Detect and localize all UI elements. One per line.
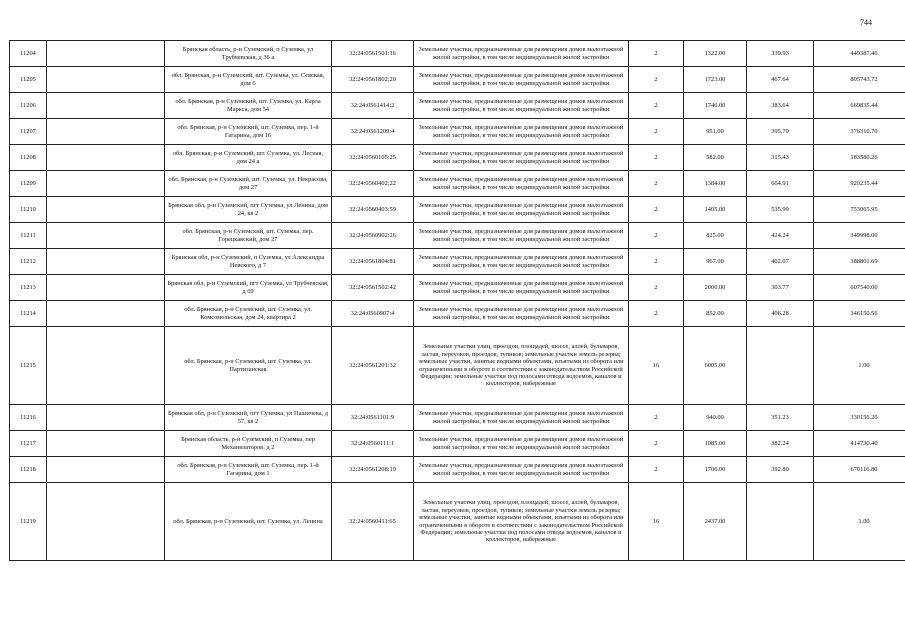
group-code-cell: 2 [629, 301, 684, 327]
group-code-cell: 16 [629, 327, 684, 405]
group-code-cell: 2 [629, 405, 684, 431]
address-cell: обл. Брянская, р-н Суземский, шт. Суземка, ул. Некрасова, дом 27 [165, 171, 332, 197]
land-use-cell: Земельные участки, предназначенные для размещения домов малоэтажной жилой застройки, в том числе индивидуальной жилой застройки [414, 93, 629, 119]
cadastral-value-cell: 805743.72 [814, 67, 905, 93]
cadastral-value-cell: 1.00 [814, 327, 905, 405]
table-row [10, 483, 905, 561]
row-number: 11214 [10, 301, 47, 327]
specific-value-cell: 406.28 [747, 301, 814, 327]
row-number: 11210 [10, 197, 47, 223]
group-code-cell: 2 [629, 275, 684, 301]
empty-cell [47, 41, 165, 67]
table-row [10, 457, 905, 483]
area-cell: 825.00 [684, 223, 747, 249]
empty-cell [47, 197, 165, 223]
land-use-cell: Земельные участки, предназначенные для размещения домов малоэтажной жилой застройки, в том числе индивидуальной жилой застройки [414, 145, 629, 171]
land-use-cell: Земельные участки, предназначенные для размещения домов малоэтажной жилой застройки, в том числе индивидуальной жилой застройки [414, 197, 629, 223]
cadastral-number-cell: 32:24:0561209:4 [332, 119, 414, 145]
address-cell: обл. Брянская, р-н Суземский, шт. Суземка, пер. Горецкавский, дом 27 [165, 223, 332, 249]
cadastral-number-cell: 32:24:0560105:25 [332, 145, 414, 171]
specific-value-cell: 664.91 [747, 171, 814, 197]
cadastral-number-cell: 32:24:0560411:65 [332, 483, 414, 561]
specific-value-cell: 382.24 [747, 431, 814, 457]
group-code-cell: 2 [629, 119, 684, 145]
address-cell: обл. Брянская, р-н Суземский, шт. Суземка, ул. Комсомольская, дом 24, квартира 2 [165, 301, 332, 327]
row-number: 11204 [10, 41, 47, 67]
cadastral-number-cell: 32:24:0561208:19 [332, 457, 414, 483]
cadastral-number-cell: 32:24:0560907:4 [332, 301, 414, 327]
cadastral-number-cell: 32:24:0561802:20 [332, 67, 414, 93]
row-number: 11207 [10, 119, 47, 145]
table-row [10, 431, 905, 457]
land-use-cell: Земельные участки, предназначенные для размещения домов малоэтажной жилой застройки, в том числе индивидуальной жилой застройки [414, 171, 629, 197]
land-use-cell: Земельные участки улиц, проездов, площадей, шоссе, аллей, бульваров, застав, переулков, проездов, тупиков; земельные участки земель резерва; земельные участки, занятые водными объектами, изъятыми из оборота или ограниченными в обороте в соответствии с законодательством Российской Федерации; земельные участки под полосами отвода водоемов, каналов и коллекторов, набережные [414, 327, 629, 405]
cadastral-value-cell: 183580.26 [814, 145, 905, 171]
group-code-cell: 16 [629, 483, 684, 561]
empty-cell [47, 223, 165, 249]
cadastral-number-cell: 32:24:0561201:32 [332, 327, 414, 405]
address-cell: Брянская область, р-н Суземский, п Суземка, пер Механизаторов, д 2 [165, 431, 332, 457]
row-number: 11208 [10, 145, 47, 171]
address-cell: обл. Брянская, р-н Суземский, шт. Суземка, ул. Партизанская [165, 327, 332, 405]
cadastral-number-cell: 32:24:0560902:26 [332, 223, 414, 249]
group-code-cell: 2 [629, 41, 684, 67]
table-row [10, 197, 905, 223]
address-cell: обл. Брянская, р-н Суземский, шт. Суземка, ул. Ленина [165, 483, 332, 561]
group-code-cell: 2 [629, 145, 684, 171]
area-cell: 967.00 [684, 249, 747, 275]
empty-cell [47, 145, 165, 171]
row-number: 11213 [10, 275, 47, 301]
cadastral-value-cell: 449387.46 [814, 41, 905, 67]
area-cell: 852.00 [684, 301, 747, 327]
row-number: 11218 [10, 457, 47, 483]
empty-cell [47, 327, 165, 405]
specific-value-cell: 535.99 [747, 197, 814, 223]
row-number: 11209 [10, 171, 47, 197]
area-cell: 940.00 [684, 405, 747, 431]
area-cell: 2000.00 [684, 275, 747, 301]
address-cell: обл. Брянская, р-н Суземский, шт. Суземка, ул. Севская, дом 6 [165, 67, 332, 93]
table-row [10, 249, 905, 275]
table-row [10, 119, 905, 145]
empty-cell [47, 275, 165, 301]
cadastral-number-cell: 32:24:0561502:42 [332, 275, 414, 301]
area-cell: 1322.00 [684, 41, 747, 67]
table-row [10, 275, 905, 301]
area-cell: 951.00 [684, 119, 747, 145]
cadastral-number-cell: 32:24:0561414:2 [332, 93, 414, 119]
row-number: 11206 [10, 93, 47, 119]
land-use-cell: Земельные участки, предназначенные для размещения домов малоэтажной жилой застройки, в том числе индивидуальной жилой застройки [414, 223, 629, 249]
cadastral-register-table [9, 40, 905, 561]
row-number: 11216 [10, 405, 47, 431]
table-row [10, 145, 905, 171]
empty-cell [47, 301, 165, 327]
address-cell: обл. Брянская, р-н Суземский, шт. Суземка, пер. 1-й Гагарина, дом 16 [165, 119, 332, 145]
address-cell: обл. Брянская, р-н Суземский, шт. Суземка, ул. Лесная, дом 24 а [165, 145, 332, 171]
cadastral-value-cell: 346150.56 [814, 301, 905, 327]
address-cell: Брянская обл, р-н Суземский, пгт Суземка, ул Пашичева, д 57, кв 2 [165, 405, 332, 431]
table-row [10, 327, 905, 405]
land-use-cell: Земельные участки, предназначенные для размещения домов малоэтажной жилой застройки, в том числе индивидуальной жилой застройки [414, 301, 629, 327]
area-cell: 1746.00 [684, 93, 747, 119]
specific-value-cell: 395.70 [747, 119, 814, 145]
cadastral-value-cell: 607540.00 [814, 275, 905, 301]
specific-value-cell [747, 327, 814, 405]
group-code-cell: 2 [629, 171, 684, 197]
land-use-cell: Земельные участки, предназначенные для размещения домов малоэтажной жилой застройки, в том числе индивидуальной жилой застройки [414, 431, 629, 457]
cadastral-number-cell: 32:24:0561101:9 [332, 405, 414, 431]
area-cell: 1384.00 [684, 171, 747, 197]
cadastral-value-cell: 330156.20 [814, 405, 905, 431]
empty-cell [47, 67, 165, 93]
cadastral-number-cell: 32:24:0560403:59 [332, 197, 414, 223]
group-code-cell: 2 [629, 67, 684, 93]
row-number: 11205 [10, 67, 47, 93]
specific-value-cell: 424.24 [747, 223, 814, 249]
land-use-cell: Земельные участки, предназначенные для размещения домов малоэтажной жилой застройки, в том числе индивидуальной жилой застройки [414, 119, 629, 145]
empty-cell [47, 249, 165, 275]
table-row [10, 171, 905, 197]
table-row [10, 67, 905, 93]
land-use-cell: Земельные участки, предназначенные для размещения домов малоэтажной жилой застройки, в том числе индивидуальной жилой застройки [414, 275, 629, 301]
empty-cell [47, 457, 165, 483]
empty-cell [47, 483, 165, 561]
table-row [10, 93, 905, 119]
specific-value-cell: 467.64 [747, 67, 814, 93]
land-use-cell: Земельные участки, предназначенные для размещения домов малоэтажной жилой застройки, в том числе индивидуальной жилой застройки [414, 249, 629, 275]
table-row [10, 405, 905, 431]
specific-value-cell: 339.93 [747, 41, 814, 67]
address-cell: обл. Брянская, р-н Суземский, шт. Суземка, ул. Карла Маркса, дом 54 [165, 93, 332, 119]
cadastral-value-cell: 376310.70 [814, 119, 905, 145]
land-use-cell: Земельные участки, предназначенные для размещения домов малоэтажной жилой застройки, в том числе индивидуальной жилой застройки [414, 405, 629, 431]
land-use-cell: Земельные участки, предназначенные для размещения домов малоэтажной жилой застройки, в том числе индивидуальной жилой застройки [414, 67, 629, 93]
table-row [10, 41, 905, 67]
area-cell: 1723.00 [684, 67, 747, 93]
cadastral-value-cell: 1.00 [814, 483, 905, 561]
specific-value-cell: 303.77 [747, 275, 814, 301]
cadastral-value-cell: 669835.44 [814, 93, 905, 119]
address-cell: Брянская обл, р-н Суземский, пгт Суземка, ул Ленина, дом 24, кв 2 [165, 197, 332, 223]
row-number: 11215 [10, 327, 47, 405]
empty-cell [47, 171, 165, 197]
row-number: 11219 [10, 483, 47, 561]
group-code-cell: 2 [629, 93, 684, 119]
cadastral-number-cell: 32:24:0560402:22 [332, 171, 414, 197]
empty-cell [47, 119, 165, 145]
specific-value-cell [747, 483, 814, 561]
table-row [10, 223, 905, 249]
area-cell: 2437.00 [684, 483, 747, 561]
area-cell: 6005.00 [684, 327, 747, 405]
specific-value-cell: 402.07 [747, 249, 814, 275]
cadastral-number-cell: 32:24:0561501:16 [332, 41, 414, 67]
empty-cell [47, 431, 165, 457]
address-cell: обл. Брянская, р-н Суземский, шт. Суземка, пер. 1-й Гагарина, дом 1 [165, 457, 332, 483]
land-use-cell: Земельные участки улиц, проездов, площадей, шоссе, аллей, бульваров, застав, переулков, проездов, тупиков; земельные участки земель резерва; земельные участки, занятые водными объектами, изъятыми из оборота или ограниченными в обороте в соответствии с законодательством Российской Федерации; земельные участки под полосами отвода водоемов, каналов и коллекторов, набережные [414, 483, 629, 561]
address-cell: Брянская область, р-н Суземский, п Суземка, ул Трубчевская, д 36 а [165, 41, 332, 67]
land-use-cell: Земельные участки, предназначенные для размещения домов малоэтажной жилой застройки, в том числе индивидуальной жилой застройки [414, 41, 629, 67]
cadastral-value-cell: 414730.40 [814, 431, 905, 457]
area-cell: 582.00 [684, 145, 747, 171]
row-number: 11211 [10, 223, 47, 249]
cadastral-value-cell: 920235.44 [814, 171, 905, 197]
cadastral-value-cell: 388801.69 [814, 249, 905, 275]
group-code-cell: 2 [629, 249, 684, 275]
table-row [10, 301, 905, 327]
address-cell: Брянская обл, р-н Суземский, пгт Суземка, ул Трубчевская, д 69 [165, 275, 332, 301]
cadastral-value-cell: 753065.95 [814, 197, 905, 223]
row-number: 11217 [10, 431, 47, 457]
group-code-cell: 2 [629, 431, 684, 457]
specific-value-cell: 351.23 [747, 405, 814, 431]
row-number: 11212 [10, 249, 47, 275]
land-use-cell: Земельные участки, предназначенные для размещения домов малоэтажной жилой застройки, в том числе индивидуальной жилой застройки [414, 457, 629, 483]
group-code-cell: 2 [629, 197, 684, 223]
cadastral-number-cell: 32:24:0561804:81 [332, 249, 414, 275]
cadastral-value-cell: 349998.00 [814, 223, 905, 249]
address-cell: Брянская обл, р-н Суземский, п Суземка, ул Александра Невского, д 7 [165, 249, 332, 275]
empty-cell [47, 93, 165, 119]
cadastral-number-cell: 32:24:0560111:1 [332, 431, 414, 457]
area-cell: 1706.00 [684, 457, 747, 483]
area-cell: 1405.00 [684, 197, 747, 223]
group-code-cell: 2 [629, 457, 684, 483]
empty-cell [47, 405, 165, 431]
specific-value-cell: 392.80 [747, 457, 814, 483]
area-cell: 1085.00 [684, 431, 747, 457]
page-number: 744 [860, 18, 872, 27]
group-code-cell: 2 [629, 223, 684, 249]
cadastral-value-cell: 670116.80 [814, 457, 905, 483]
specific-value-cell: 383.64 [747, 93, 814, 119]
specific-value-cell: 315.43 [747, 145, 814, 171]
